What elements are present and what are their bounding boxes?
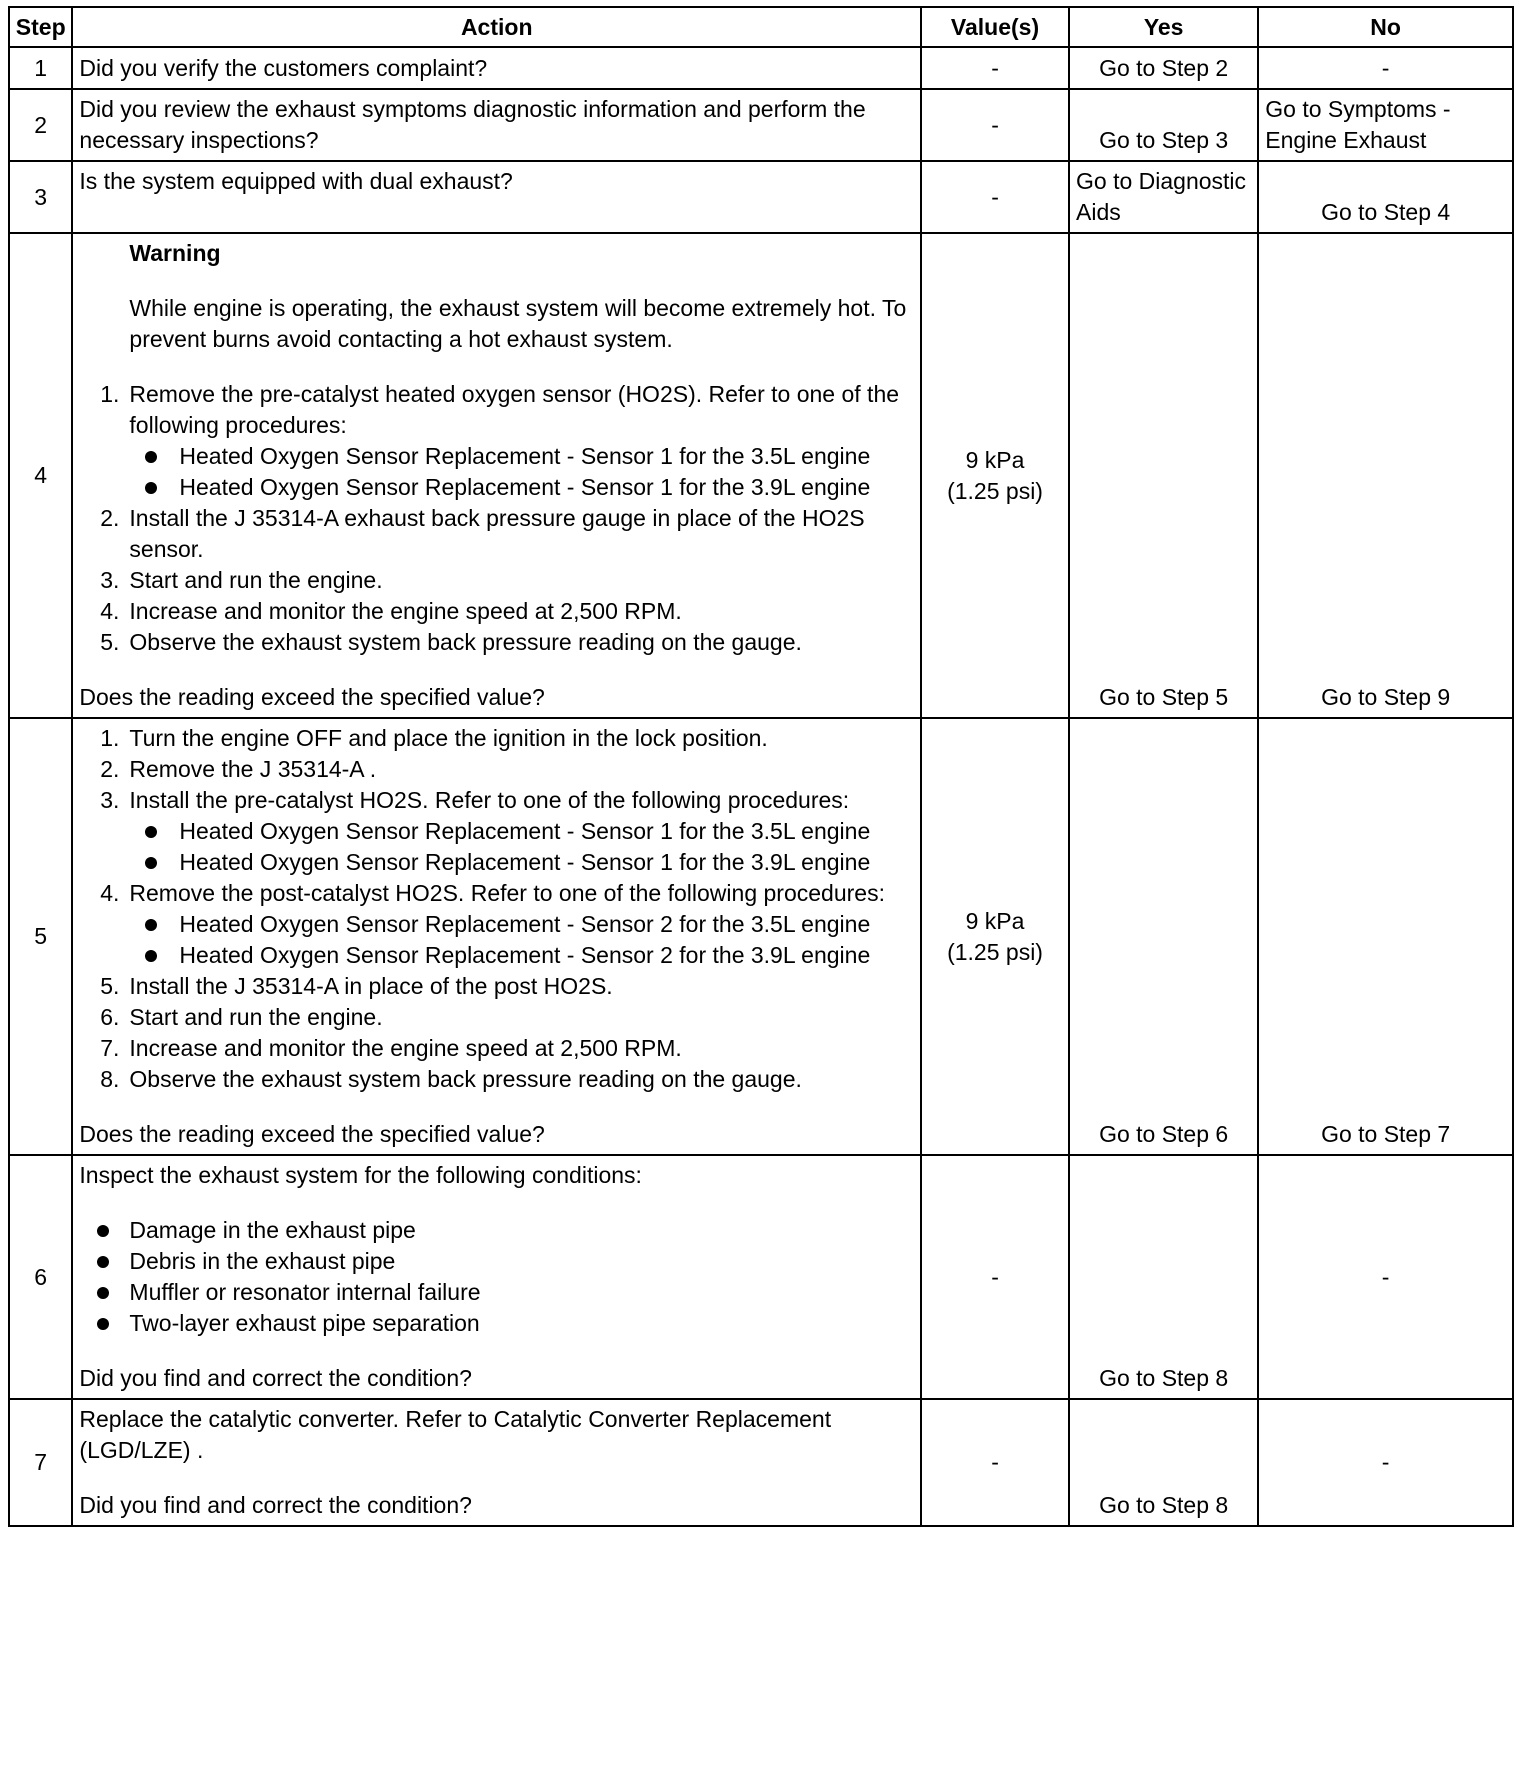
step-value: - [921, 1399, 1069, 1526]
list-item: 2. Install the J 35314-A exhaust back pressure gauge in place of the HO2S sensor. [100, 505, 865, 562]
bullet-icon [145, 857, 157, 869]
step-no: - [1258, 1155, 1513, 1399]
step-no: Go to Step 9 [1258, 233, 1513, 718]
step-number: 7 [9, 1399, 72, 1526]
bullet-icon [97, 1287, 109, 1299]
step-number: 6 [9, 1155, 72, 1399]
list-item: 3. Install the pre-catalyst HO2S. Refer to one of the following procedures: Heated Oxygen Sensor Replacement - Sensor 1 for the 3.5L engine Heated Oxygen Sensor Replacement - Sensor 1 for the 3.9L engine [79, 785, 914, 878]
list-item: 8. Observe the exhaust system back pressure reading on the gauge. [100, 1066, 802, 1092]
list-item: 1. Turn the engine OFF and place the ignition in the lock position. [100, 725, 768, 751]
step-action [72, 718, 921, 1155]
list-item: 4. Remove the post-catalyst HO2S. Refer to one of the following procedures: Heated Oxygen Sensor Replacement - Sensor 2 for the 3.5L engine Heated Oxygen Sensor Replacement - Sensor 2 for the 3.9L engine [79, 878, 914, 971]
step-value: - [921, 161, 1069, 233]
list-item: 5. Install the J 35314-A in place of the post HO2S. [100, 973, 613, 999]
list-item: Heated Oxygen Sensor Replacement - Sensor 1 for the 3.9L engine [79, 847, 914, 878]
step-no: Go to Step 7 [1258, 718, 1513, 1155]
step-number: 3 [9, 161, 72, 233]
step-no: - [1258, 47, 1513, 89]
header-values: Value(s) [921, 7, 1069, 47]
procedure-sublist [79, 909, 914, 971]
bullet-icon [145, 482, 157, 494]
list-item: 3. Start and run the engine. [100, 567, 383, 593]
step-yes: Go to Step 6 [1069, 718, 1258, 1155]
step-no: - [1258, 1399, 1513, 1526]
step-value: 9 kPa (1.25 psi) [921, 718, 1069, 1155]
header-no: No [1258, 7, 1513, 47]
bullet-icon [97, 1256, 109, 1268]
list-item: 2. Remove the J 35314-A . [100, 756, 377, 782]
step-value: - [921, 47, 1069, 89]
list-item: 5. Observe the exhaust system back pressure reading on the gauge. [100, 629, 802, 655]
step-number: 1 [9, 47, 72, 89]
procedure-list [79, 723, 914, 1095]
step-number: 4 [9, 233, 72, 718]
step-yes: Go to Step 8 [1069, 1399, 1258, 1526]
list-item: Heated Oxygen Sensor Replacement - Sensor 2 for the 3.9L engine [79, 940, 914, 971]
header-row [9, 7, 1513, 47]
bullet-icon [145, 919, 157, 931]
bullet-icon [97, 1318, 109, 1330]
step-value: 9 kPa (1.25 psi) [921, 233, 1069, 718]
warning-title: Warning [129, 240, 221, 266]
list-item: Damage in the exhaust pipe [79, 1215, 914, 1246]
step-action [72, 1155, 921, 1399]
list-item: Two-layer exhaust pipe separation [79, 1308, 914, 1339]
table-row [9, 47, 1513, 89]
list-item: Heated Oxygen Sensor Replacement - Sensor 2 for the 3.5L engine [79, 909, 914, 940]
list-item: Heated Oxygen Sensor Replacement - Sensor 1 for the 3.9L engine [79, 472, 914, 503]
list-item: 7. Increase and monitor the engine speed at 2,500 RPM. [100, 1035, 682, 1061]
step-yes: Go to Step 5 [1069, 233, 1258, 718]
list-item: Muffler or resonator internal failure [79, 1277, 914, 1308]
list-item: 1. Remove the pre-catalyst heated oxygen sensor (HO2S). Refer to one of the following procedures: Heated Oxygen Sensor Replacement - Sensor 1 for the 3.5L engine Heated Oxygen Sensor Replacement - Sensor 1 for the 3.9L engine [79, 379, 914, 503]
table-row [9, 233, 1513, 718]
header-step: Step [9, 7, 72, 47]
condition-list [79, 1215, 914, 1339]
bullet-icon [145, 826, 157, 838]
step-yes: Go to Step 3 [1069, 89, 1258, 161]
step-no: Go to Symptoms - Engine Exhaust [1258, 89, 1513, 161]
step-yes: Go to Diagnostic Aids [1069, 161, 1258, 233]
table-row [9, 1155, 1513, 1399]
step-action: Did you verify the customers complaint? [72, 47, 921, 89]
step-question: Did you find and correct the condition? [79, 1492, 472, 1518]
step-action: Did you review the exhaust symptoms diagnostic information and perform the necessary inspections? [72, 89, 921, 161]
step-number: 2 [9, 89, 72, 161]
list-item: 4. Increase and monitor the engine speed at 2,500 RPM. [100, 598, 682, 624]
list-item: Heated Oxygen Sensor Replacement - Sensor 1 for the 3.5L engine [79, 441, 914, 472]
list-item: 6. Start and run the engine. [100, 1004, 383, 1030]
table-row [9, 161, 1513, 233]
step-action [72, 1399, 921, 1526]
step-yes: Go to Step 8 [1069, 1155, 1258, 1399]
procedure-sublist [79, 441, 914, 503]
list-item: Heated Oxygen Sensor Replacement - Sensor 1 for the 3.5L engine [79, 816, 914, 847]
step-question: Did you find and correct the condition? [79, 1365, 472, 1391]
step-question: Does the reading exceed the specified value? [79, 684, 545, 710]
table-row [9, 89, 1513, 161]
step-value: - [921, 89, 1069, 161]
diagnostic-table [8, 6, 1514, 1527]
procedure-sublist [79, 816, 914, 878]
warning-text: While engine is operating, the exhaust system will become extremely hot. To prevent burns avoid contacting a hot exhaust system. [129, 295, 907, 352]
step-intro: Replace the catalytic converter. Refer to Catalytic Converter Replacement (LGD/LZE) . [79, 1406, 832, 1463]
procedure-list [79, 379, 914, 658]
list-item: Debris in the exhaust pipe [79, 1246, 914, 1277]
step-number: 5 [9, 718, 72, 1155]
step-action: Is the system equipped with dual exhaust? [72, 161, 921, 233]
step-question: Does the reading exceed the specified value? [79, 1121, 545, 1147]
bullet-icon [97, 1225, 109, 1237]
header-yes: Yes [1069, 7, 1258, 47]
table-row [9, 718, 1513, 1155]
bullet-icon [145, 950, 157, 962]
step-action [72, 233, 921, 718]
step-yes: Go to Step 2 [1069, 47, 1258, 89]
bullet-icon [145, 451, 157, 463]
step-intro: Inspect the exhaust system for the following conditions: [79, 1162, 642, 1188]
warning-block [79, 238, 914, 355]
step-no: Go to Step 4 [1258, 161, 1513, 233]
step-value: - [921, 1155, 1069, 1399]
table-row [9, 1399, 1513, 1526]
header-action: Action [72, 7, 921, 47]
